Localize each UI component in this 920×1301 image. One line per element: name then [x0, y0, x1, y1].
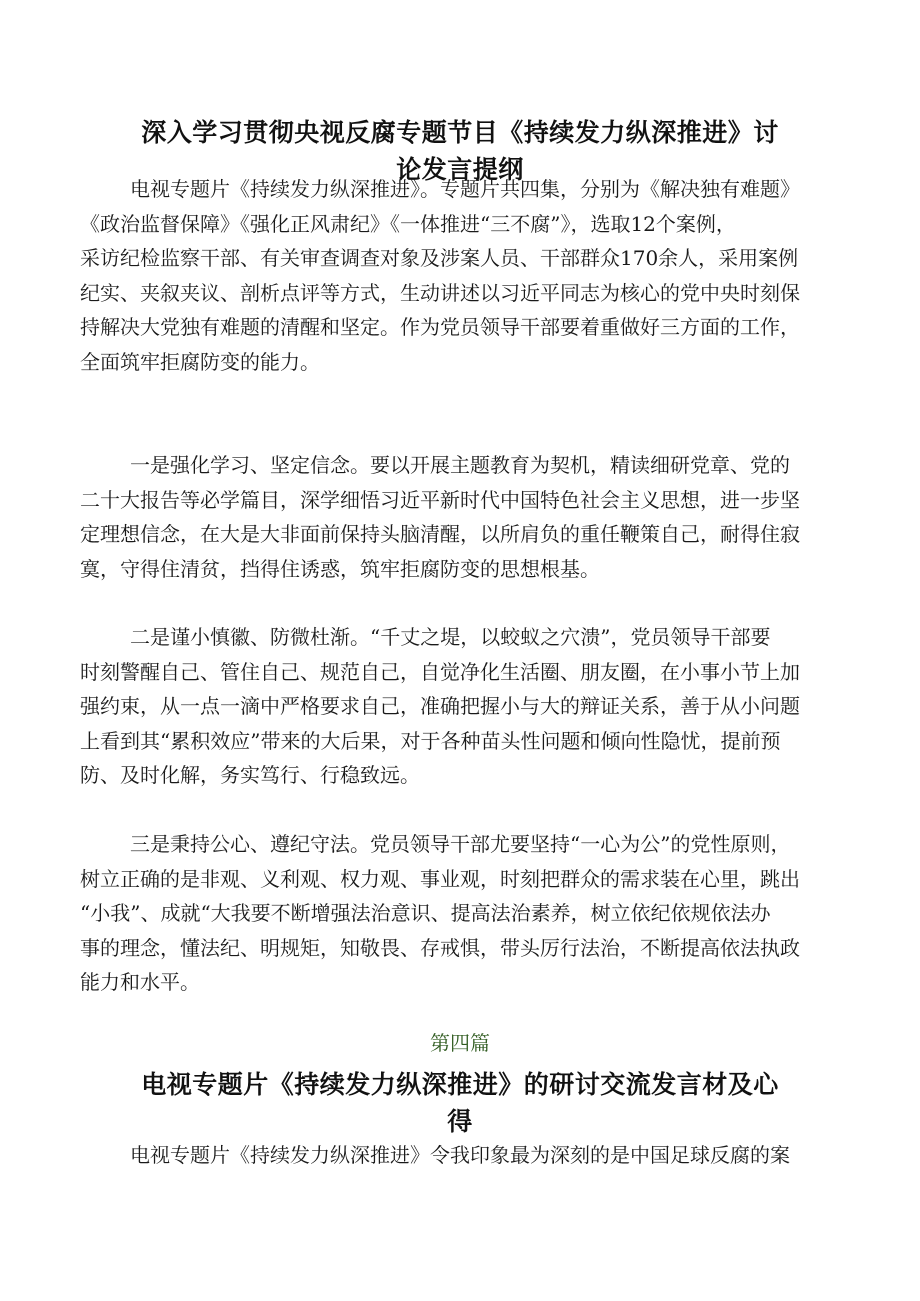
paragraph-point-two: [80, 620, 850, 793]
title-line: 得: [447, 1107, 473, 1136]
text-line: 《政治监督保障》《强化正风肃纪》《一体推进“三不腐”》，选取12个案例，: [80, 211, 736, 236]
title-line: 论发言提纲: [396, 155, 524, 184]
text-line: 采访纪检监察干部、有关审查调查对象及涉案人员、干部群众170余人，采用案例: [80, 246, 799, 270]
text-line: 强约束，从一点一滴中严格要求自己，准确把握小与大的辩证关系，善于从小问题: [80, 694, 800, 718]
text-line: “小我”、成就“大我要不断增强法治意识、提高法治素养，树立依纪依规依法办: [80, 901, 771, 925]
text-line: 事的理念，懂法纪、明规矩，知敬畏、存戒惧，带头厉行法治，不断提高依法执政: [80, 935, 800, 960]
title-line: 深入学习贯彻央视反腐专题节目《持续发力纵深推进》讨: [141, 118, 779, 147]
text-line: 上看到其“累积效应”带来的大后果，对于各种苗头性问题和倾向性隐忧，提前预: [80, 728, 781, 753]
paragraph-intro: [80, 172, 850, 379]
text-line: 能力和水平。: [80, 970, 200, 994]
text-line: 二是谨小慎徽、防微杜渐。“千丈之堤，以蛟蚁之穴溃”，党员领导干部要: [130, 625, 771, 649]
text-line: 树立正确的是非观、义利观、权力观、事业观，时刻把群众的需求装在心里，跳出: [80, 866, 800, 891]
text-line: 时刻警醒自己、管住自己、规范自己，自觉净化生活圈、朋友圈，在小事小节上加: [80, 659, 800, 684]
text-line: 纪实、夹叙夹议、剖析点评等方式，生动讲述以习近平同志为核心的党中央时刻保: [80, 280, 800, 305]
section-label: 第四篇: [430, 1031, 490, 1055]
text-line: 全面筑牢拒腐防变的能力。: [80, 349, 320, 374]
paragraph-point-three: [80, 827, 850, 1000]
text-line: 寞，守得住清贫，挡得住诱惑，筑牢拒腐防变的思想根基。: [80, 556, 600, 581]
text-line: 电视专题片《持续发力纵深推进》。专题片共四集，分别为《解决独有难题》: [130, 177, 800, 201]
text-line: 定理想信念，在大是大非面前保持头脑清醒，以所肩负的重任鞭策自己，耐得住寂: [80, 522, 800, 546]
paragraph-section-intro: [80, 1138, 850, 1173]
text-line: 三是秉持公心、遵纪守法。党员领导干部尤要坚持“一心为公”的党性原则，: [130, 832, 791, 856]
paragraph-point-one: [80, 448, 850, 586]
section-title: [130, 1066, 790, 1140]
text-line: 二十大报告等必学篇目，深学细悟习近平新时代中国特色社会主义思想，进一步坚: [80, 487, 800, 512]
text-line: 一是强化学习、坚定信念。要以开展主题教育为契机，精读细研党章、党的: [130, 453, 790, 477]
text-line: 电视专题片《持续发力纵深推进》令我印象最为深刻的是中国足球反腐的案: [130, 1143, 790, 1167]
text-line: 持解决大党独有难题的清醒和坚定。作为党员领导干部要着重做好三方面的工作，: [80, 315, 800, 339]
title-line: 电视专题片《持续发力纵深推进》的研讨交流发言材及心: [141, 1070, 779, 1099]
text-line: 防、及时化解，务实笃行、行稳致远。: [80, 763, 420, 787]
